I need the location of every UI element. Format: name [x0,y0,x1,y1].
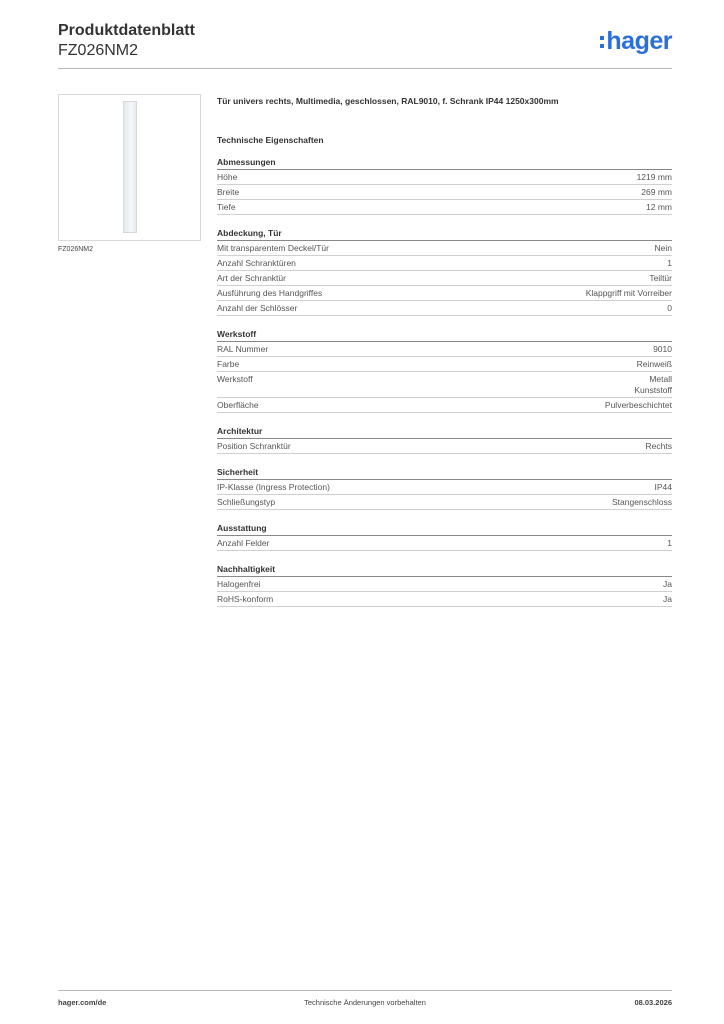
footer-date: 08.03.2026 [634,998,672,1007]
property-row [217,398,672,413]
property-value-line: Pulverbeschichtet [604,399,672,410]
property-value-line: 1219 mm [636,171,672,182]
section-ausstattung [217,523,672,551]
property-row [217,372,672,398]
property-value-line: Teiltür [649,272,672,283]
property-value [655,482,673,493]
property-value-line: Reinweiß [636,358,672,369]
property-value [641,187,672,198]
property-label: RoHS-konform [217,593,274,604]
product-image-caption: FZ026NM2 [58,246,94,253]
footer-website-link[interactable]: hager.com/de [58,998,107,1007]
property-label: RAL Nummer [217,343,269,354]
section-nachhaltigkeit [217,564,672,607]
section-title: Nachhaltigkeit [217,564,672,577]
property-value [646,202,672,213]
door-icon [123,101,137,233]
property-value-line: Rechts [645,440,672,451]
property-row [217,536,672,551]
property-value-line: Metall [649,373,672,384]
tech-properties-heading: Technische Eigenschaften [217,135,324,145]
property-row [217,357,672,372]
property-row [217,286,672,301]
property-label: Position Schranktür [217,440,291,451]
property-value-line: 12 mm [646,201,672,212]
property-value-line: Nein [654,242,672,253]
property-row [217,185,672,200]
product-code: FZ026NM2 [58,42,139,59]
property-value [634,374,672,396]
property-row [217,256,672,271]
product-description: Tür univers rechts, Multimedia, geschlossen, RAL9010, f. Schrank IP44 1250x300mm [217,96,559,106]
property-value-line: 1 [667,257,672,268]
property-value-line: 269 mm [641,186,672,197]
section-title: Ausstattung [217,523,672,536]
footer-divider [58,990,672,991]
page-title: Produktdatenblatt [58,22,195,39]
section-abmessungen [217,157,672,215]
property-label: Breite [217,186,240,197]
property-row [217,241,672,256]
section-architektur [217,426,672,454]
property-value-line: 1 [667,537,672,548]
property-value [637,359,672,370]
property-label: Halogenfrei [217,578,261,589]
section-title: Abdeckung, Tür [217,228,672,241]
property-value-line: IP44 [654,481,672,492]
property-value [637,172,672,183]
property-label: Anzahl Schranktüren [217,257,296,268]
property-value-line: 0 [667,302,672,313]
property-value [605,400,672,411]
property-sections [217,157,672,607]
property-row [217,577,672,592]
property-value [586,288,672,299]
property-row [217,480,672,495]
section-title: Architektur [217,426,672,439]
property-value [663,594,672,605]
property-label: Schließungstyp [217,496,276,507]
page-header [58,22,672,60]
section-title: Abmessungen [217,157,672,170]
property-value [663,579,672,590]
property-label: Tiefe [217,201,236,212]
product-image [58,94,201,241]
header-divider [58,68,672,69]
property-row [217,592,672,607]
property-label: Farbe [217,358,240,369]
property-value [646,441,672,452]
property-label: Anzahl Felder [217,537,270,548]
property-row [217,271,672,286]
logo-dots-icon [600,34,604,50]
property-row [217,170,672,185]
hager-logo [600,27,672,56]
datasheet-content [217,96,672,620]
property-value-line: Klappgriff mit Vorreiber [585,287,672,298]
property-label: Mit transparentem Deckel/Tür [217,242,329,253]
property-value-line: Ja [663,578,672,589]
section-title: Sicherheit [217,467,672,480]
property-value [649,273,672,284]
property-value-line: Ja [663,593,672,604]
property-value-line: 9010 [653,343,672,354]
logo-text: hager [606,27,672,55]
property-label: Art der Schranktür [217,272,286,283]
property-label: Werkstoff [217,373,253,384]
property-row [217,301,672,316]
property-label: Oberfläche [217,399,259,410]
property-label: Anzahl der Schlösser [217,302,298,313]
property-row [217,439,672,454]
property-label: Ausführung des Handgriffes [217,287,323,298]
property-value [655,243,672,254]
property-value [612,497,672,508]
property-value [653,344,672,355]
property-value [667,303,672,314]
property-label: IP-Klasse (Ingress Protection) [217,481,330,492]
property-row [217,342,672,357]
property-row [217,200,672,215]
property-row [217,495,672,510]
section-title: Werkstoff [217,329,672,342]
property-value-line: Stangenschloss [611,496,672,507]
property-value [667,538,672,549]
footer-notice: Technische Änderungen vorbehalten [304,998,426,1007]
property-label: Höhe [217,171,238,182]
section-werkstoff [217,329,672,413]
section-sicherheit [217,467,672,510]
property-value [667,258,672,269]
section-abdeckung-t-r [217,228,672,316]
property-value-line: Kunststoff [634,384,672,395]
